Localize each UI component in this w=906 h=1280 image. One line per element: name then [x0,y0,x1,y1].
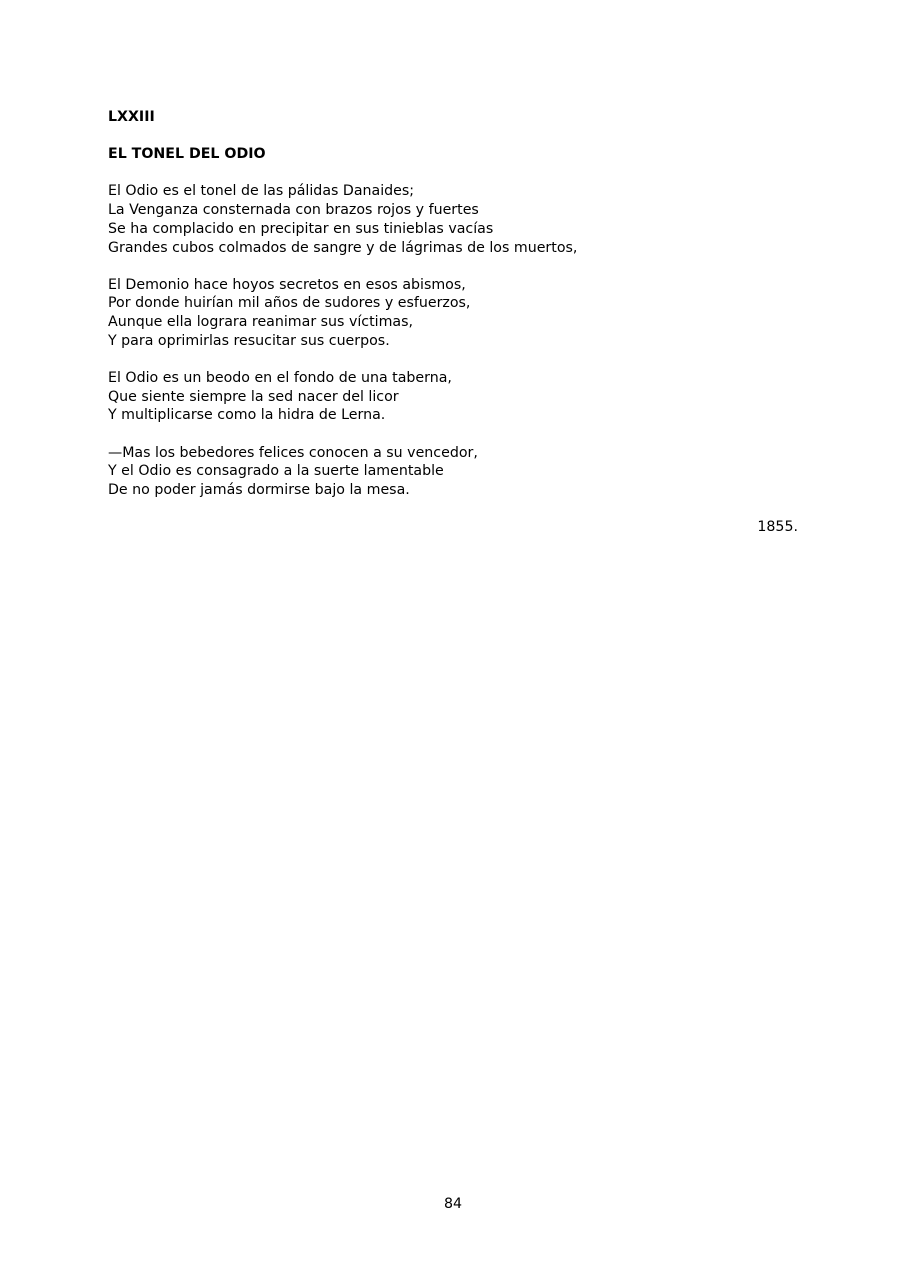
poem-year: 1855. [757,519,798,536]
verse-line: Se ha complacido en precipitar en sus tinieblas vacías [108,220,494,237]
page-number: 84 [443,1196,463,1212]
verse-line: Que siente siempre la sed nacer del licor [108,388,399,405]
poem-title: EL TONEL DEL ODIO [108,146,266,163]
verse-line: Por donde huirían mil años de sudores y esfuerzos, [108,295,471,312]
stanza-2 [108,276,798,351]
verse-line: Aunque ella lograra reanimar sus víctimas, [108,314,414,331]
stanza-3 [108,369,798,425]
verse-line: De no poder jamás dormirse bajo la mesa. [108,482,410,499]
poem-number: LXXIII [108,109,155,125]
verse-line: El Odio es el tonel de las pálidas Danaides; [108,183,415,200]
verse-line: El Odio es un beodo en el fondo de una taberna, [108,370,452,387]
stanza-1 [108,182,798,257]
verse-line: Grandes cubos colmados de sangre y de lágrimas de los muertos, [108,239,578,256]
poem [108,108,798,537]
verse-line: Y el Odio es consagrado a la suerte lamentable [108,463,444,480]
verse-line: La Venganza consternada con brazos rojos y fuertes [108,202,479,219]
verse-line: El Demonio hace hoyos secretos en esos abismos, [108,276,466,293]
verse-line: Y para oprimirlas resucitar sus cuerpos. [108,332,390,349]
stanza-4 [108,444,798,500]
verse-line: —Mas los bebedores felices conocen a su vencedor, [108,444,478,461]
verse-line: Y multiplicarse como la hidra de Lerna. [108,407,386,424]
